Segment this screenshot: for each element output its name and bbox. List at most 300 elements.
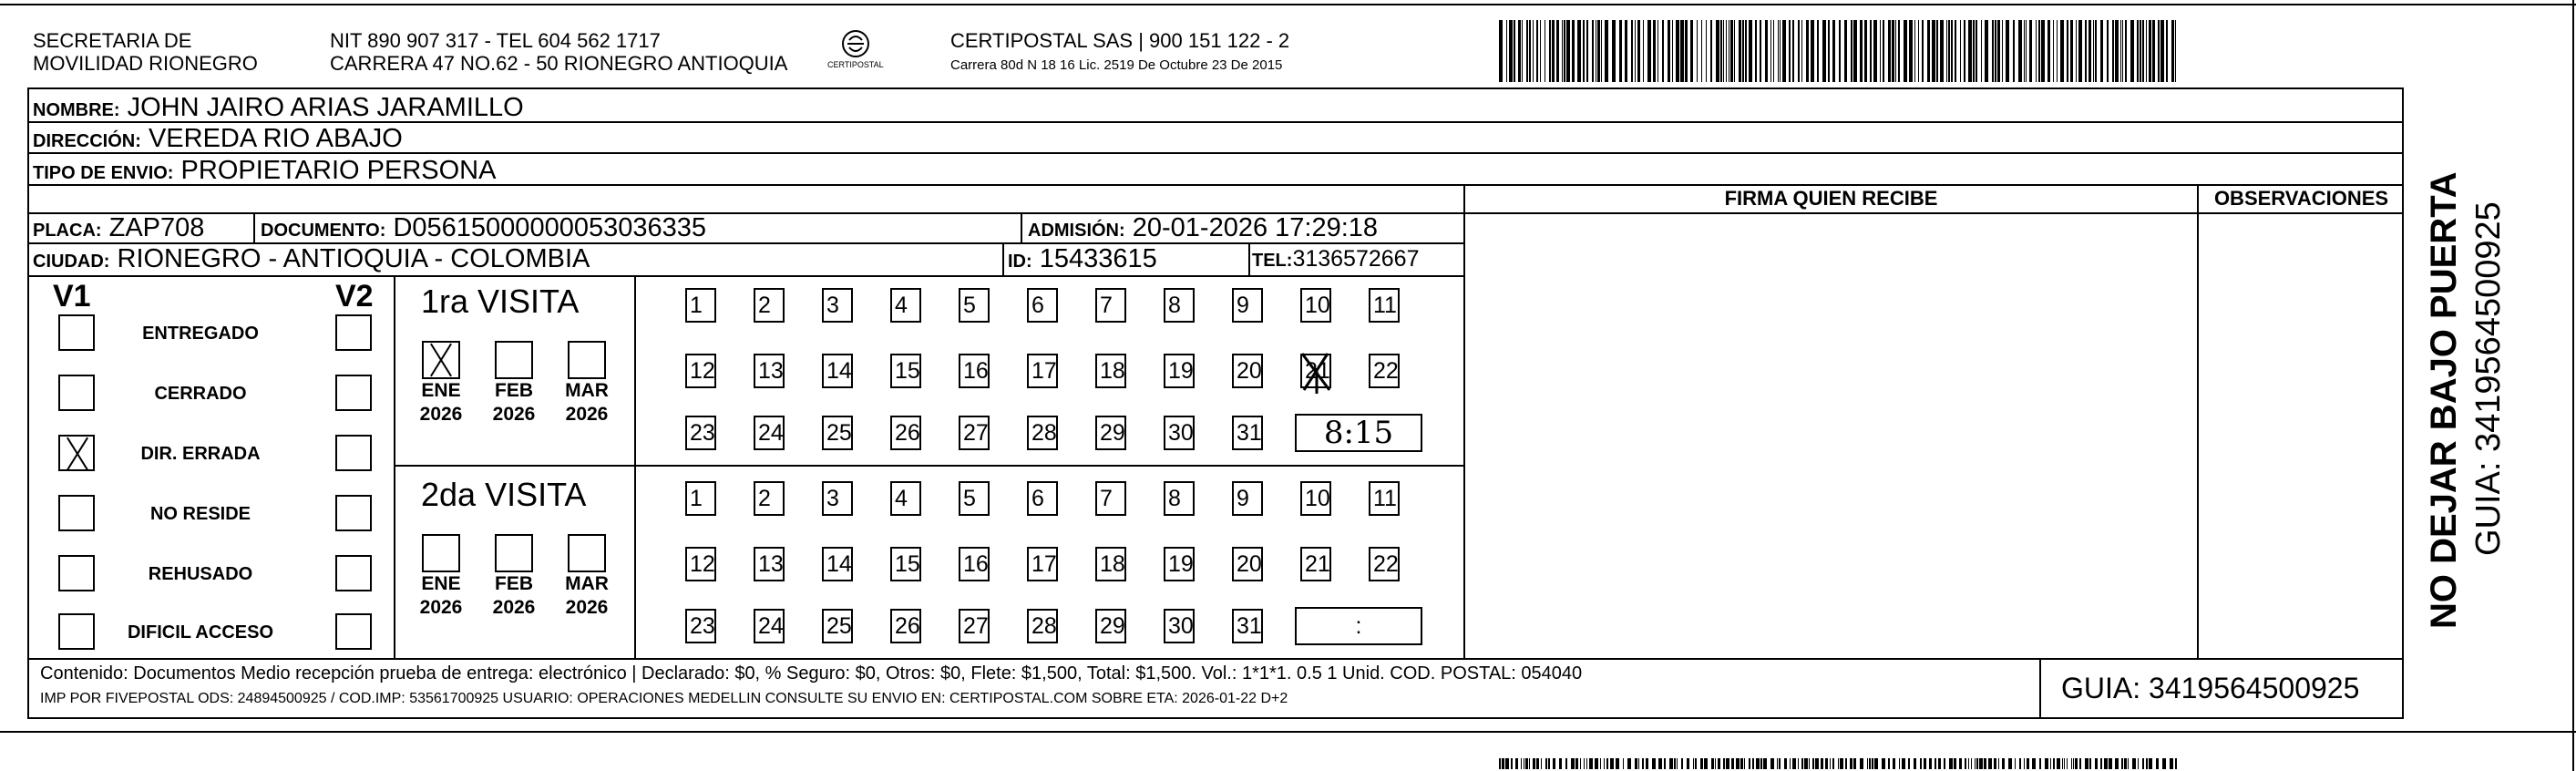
barcode-bar xyxy=(1760,758,1762,769)
courier-license: Carrera 80d N 18 16 Lic. 2519 De Octubre 23 De 2015 xyxy=(950,57,1283,73)
barcode-bar xyxy=(2171,20,2174,82)
barcode-bar xyxy=(1909,20,1913,82)
barcode-bar xyxy=(2015,758,2016,769)
barcode-bar xyxy=(1873,20,1877,82)
day-box[interactable]: 2 xyxy=(754,481,785,516)
barcode-bar xyxy=(1606,758,1608,769)
barcode-bar xyxy=(1888,20,1891,82)
day-box[interactable]: 15 xyxy=(890,354,921,388)
month-year: 2026 xyxy=(492,404,536,425)
barcode-bar xyxy=(2079,758,2081,769)
month-year: 2026 xyxy=(492,597,536,618)
day-box[interactable]: 9 xyxy=(1232,288,1263,323)
barcode-bar xyxy=(1533,20,1534,82)
day-box[interactable]: 17 xyxy=(1027,354,1058,388)
barcode-bar xyxy=(1677,758,1678,769)
barcode-bar xyxy=(2175,20,2176,82)
barcode-bar xyxy=(1625,20,1627,82)
day-box[interactable]: 15 xyxy=(890,547,921,581)
barcode-bar xyxy=(1888,758,1890,769)
month-checkbox[interactable] xyxy=(495,534,533,572)
barcode-bar xyxy=(1580,758,1581,769)
barcode-bar xyxy=(1780,20,1781,82)
day-box[interactable]: 14 xyxy=(822,354,853,388)
month-checkbox[interactable] xyxy=(568,341,606,379)
barcode-bar xyxy=(2032,758,2036,769)
barcode-bar xyxy=(2073,758,2074,769)
day-box[interactable]: 7 xyxy=(1095,288,1126,323)
barcode-bar xyxy=(1985,20,1988,82)
side-guia: GUIA: 3419564500925 xyxy=(2469,201,2508,556)
barcode-bar xyxy=(1715,758,1716,769)
day-box[interactable]: 5 xyxy=(959,481,990,516)
barcode-bar xyxy=(2089,20,2091,82)
month-year: 2026 xyxy=(419,404,463,425)
barcode-bar xyxy=(1812,758,1814,769)
status-label: ENTREGADO xyxy=(142,324,259,344)
v2-checkbox[interactable] xyxy=(335,495,372,531)
barcode-bar xyxy=(2018,20,2022,82)
barcode-bar xyxy=(1830,758,1831,769)
status-label: REHUSADO xyxy=(148,564,253,584)
imp-text: IMP POR FIVEPOSTAL ODS: 24894500925 / COD.IMP: 53561700925 USUARIO: OPERACIONES MEDELLIN CONSULTE SU ENVIO EN: CERTIPOSTAL.COM SOBRE ETA: 2026-01-22 D+2 xyxy=(40,691,1288,706)
month-checkbox[interactable] xyxy=(495,341,533,379)
day-box[interactable]: 4 xyxy=(890,288,921,323)
barcode-bar xyxy=(2002,20,2003,82)
barcode-bar xyxy=(1832,758,1834,769)
barcode-bar xyxy=(1920,758,1922,769)
barcode-bar xyxy=(2130,20,2134,82)
day-box[interactable]: 13 xyxy=(754,547,785,581)
barcode-bar xyxy=(1929,758,1932,769)
day-box[interactable]: 24 xyxy=(754,609,785,643)
month-name: FEB xyxy=(495,573,533,594)
day-box[interactable]: 12 xyxy=(685,547,716,581)
barcode-bar xyxy=(1646,758,1648,769)
barcode-bar xyxy=(2053,758,2055,769)
barcode-bar xyxy=(1685,20,1688,82)
barcode-bar xyxy=(2029,20,2032,82)
barcode-bar xyxy=(1895,20,1896,82)
month-label xyxy=(482,379,546,427)
barcode-bar xyxy=(1892,20,1894,82)
barcode-bar xyxy=(1499,758,1501,769)
barcode-bar xyxy=(2047,20,2050,82)
admision-label: ADMISIÓN: xyxy=(1028,221,1125,241)
barcode-bar xyxy=(1806,20,1809,82)
barcode-bar xyxy=(1951,20,1953,82)
v2-checkbox[interactable] xyxy=(335,314,372,351)
day-box[interactable]: 29 xyxy=(1095,416,1126,450)
day-box[interactable]: 26 xyxy=(890,416,921,450)
placa-row xyxy=(33,213,204,245)
barcode-bar xyxy=(1840,758,1843,769)
barcode-bar xyxy=(1749,20,1752,82)
day-box[interactable]: 25 xyxy=(822,416,853,450)
admision-row xyxy=(1028,213,1378,245)
barcode-bar xyxy=(1964,20,1965,82)
barcode-bar xyxy=(1756,758,1760,769)
day-box[interactable]: 18 xyxy=(1095,547,1126,581)
barcode-bar xyxy=(1726,20,1727,82)
barcode-bar xyxy=(1643,20,1644,82)
barcode-bar xyxy=(1744,758,1745,769)
day-box[interactable]: 11 xyxy=(1369,288,1400,323)
barcode-bar xyxy=(1631,20,1633,82)
barcode-bar xyxy=(1904,20,1907,82)
barcode-bar xyxy=(1935,758,1936,769)
barcode-bar xyxy=(1755,20,1757,82)
month-checkbox[interactable] xyxy=(422,534,460,572)
barcode-bar xyxy=(1995,20,1996,82)
day-box[interactable]: 19 xyxy=(1164,547,1195,581)
barcode-bar xyxy=(1946,20,1947,82)
barcode-bar xyxy=(1572,20,1575,82)
month-label xyxy=(555,379,619,427)
month-label xyxy=(482,572,546,620)
barcode-bar xyxy=(1981,20,1982,82)
day-box[interactable]: 8 xyxy=(1164,481,1195,516)
barcode-bar xyxy=(1604,758,1605,769)
barcode-bar xyxy=(1723,20,1724,82)
day-box[interactable]: 6 xyxy=(1027,288,1058,323)
barcode-bar xyxy=(1586,20,1588,82)
month-checkbox[interactable] xyxy=(568,534,606,572)
id-value: 15433615 xyxy=(1039,244,1157,273)
barcode-bar xyxy=(2067,758,2068,769)
contenido-text: Contenido: Documentos Medio recepción prueba de entrega: electrónico | Declarado: $0, % Seguro: $0, Otros: $0, Flete: $1,500, Total: $1,500. Vol.: 1*1*1. 0.5 1 Unid. COD. POSTAL: 054040 xyxy=(40,663,1583,684)
id-label: ID: xyxy=(1008,252,1032,272)
barcode-bar xyxy=(1844,20,1847,82)
month-label xyxy=(409,572,473,620)
day-box[interactable]: 2 xyxy=(754,288,785,323)
barcode-bar xyxy=(1902,758,1905,769)
barcode-bar xyxy=(1693,758,1694,769)
day-box[interactable]: 10 xyxy=(1300,288,1331,323)
barcode-bar xyxy=(2067,20,2068,82)
v2-checkbox[interactable] xyxy=(335,435,372,471)
barcode-bar xyxy=(1825,758,1828,769)
day-box[interactable]: 28 xyxy=(1027,416,1058,450)
ciudad-label: CIUDAD: xyxy=(33,252,110,272)
visit-title: 1ra VISITA xyxy=(421,283,580,320)
barcode-bar xyxy=(1777,758,1778,769)
barcode-bar xyxy=(1664,758,1666,769)
barcode-bar xyxy=(2038,20,2040,82)
barcode-bar xyxy=(1548,758,1550,769)
month-checkbox[interactable] xyxy=(422,341,460,379)
barcode-bar xyxy=(1526,20,1528,82)
barcode-bar xyxy=(2158,20,2160,82)
barcode-bar xyxy=(2024,758,2025,769)
barcode-bar xyxy=(2064,758,2065,769)
barcode-bar xyxy=(1726,758,1729,769)
barcode-bar xyxy=(2121,758,2123,769)
day-box[interactable]: 28 xyxy=(1027,609,1058,643)
day-box[interactable]: 5 xyxy=(959,288,990,323)
barcode-bar xyxy=(1792,758,1796,769)
barcode-bar xyxy=(1853,20,1857,82)
barcode-bar xyxy=(2039,758,2041,769)
barcode-bar xyxy=(2019,758,2021,769)
barcode-bar xyxy=(1845,758,1847,769)
day-box[interactable]: 9 xyxy=(1232,481,1263,516)
barcode-bar xyxy=(1653,20,1656,82)
visit-time-box[interactable]: 8:15 xyxy=(1295,414,1422,452)
day-box[interactable]: 22 xyxy=(1369,354,1400,388)
barcode-bar xyxy=(1851,20,1852,82)
barcode-bar xyxy=(1864,20,1867,82)
firma-label: FIRMA QUIEN RECIBE xyxy=(1724,187,1938,210)
barcode-bar xyxy=(1960,20,1961,82)
barcode-bar xyxy=(1971,758,1972,769)
day-box[interactable]: 16 xyxy=(959,354,990,388)
tel-row xyxy=(1252,244,1419,275)
barcode-bar xyxy=(1765,20,1768,82)
barcode-bar xyxy=(1616,758,1619,769)
day-box[interactable]: 11 xyxy=(1369,481,1400,516)
day-box[interactable]: 7 xyxy=(1095,481,1126,516)
tel-label: TEL: xyxy=(1252,251,1293,271)
day-box[interactable]: 29 xyxy=(1095,609,1126,643)
day-box[interactable]: 6 xyxy=(1027,481,1058,516)
direccion-value: VEREDA RIO ABAJO xyxy=(148,124,403,153)
day-box[interactable]: 3 xyxy=(822,288,853,323)
barcode-bar xyxy=(1638,758,1639,769)
visit-time-box[interactable]: : xyxy=(1295,607,1422,645)
day-box[interactable]: 30 xyxy=(1164,609,1195,643)
barcode-bar xyxy=(1914,20,1915,82)
barcode-bar xyxy=(1760,20,1761,82)
barcode-bar xyxy=(1815,758,1819,769)
barcode-bar xyxy=(1700,758,1703,769)
month-year: 2026 xyxy=(419,597,463,618)
barcode-bar xyxy=(1605,20,1608,82)
day-box[interactable]: 30 xyxy=(1164,416,1195,450)
day-box[interactable]: 27 xyxy=(959,416,990,450)
v1-checkbox[interactable] xyxy=(58,495,95,531)
barcode-bar xyxy=(2104,758,2108,769)
barcode-bar xyxy=(1882,758,1885,769)
v1-checkbox[interactable] xyxy=(58,613,95,650)
barcode-bar xyxy=(2075,758,2078,769)
day-box[interactable]: 14 xyxy=(822,547,853,581)
barcode-bar xyxy=(1965,758,1966,769)
barcode-bar xyxy=(1586,758,1587,769)
barcode-bar xyxy=(1850,758,1852,769)
barcode-bar xyxy=(1872,758,1873,769)
barcode-bar xyxy=(1540,20,1541,82)
barcode-bar xyxy=(1730,20,1733,82)
barcode-bar xyxy=(1529,758,1530,769)
day-box[interactable]: 8 xyxy=(1164,288,1195,323)
barcode-bar xyxy=(1731,758,1734,769)
day-box[interactable]: 26 xyxy=(890,609,921,643)
barcode-bar xyxy=(1979,758,1983,769)
status-label: NO RESIDE xyxy=(149,504,251,524)
day-box[interactable]: 21 xyxy=(1300,547,1331,581)
barcode-bar xyxy=(1676,20,1679,82)
barcode-bar xyxy=(1600,758,1601,769)
barcode-bar xyxy=(2149,20,2151,82)
barcode-bar xyxy=(1749,758,1750,769)
barcode-bar xyxy=(1739,20,1741,82)
barcode-bar xyxy=(1668,20,1670,82)
barcode-bar xyxy=(1853,758,1856,769)
day-box[interactable]: 20 xyxy=(1232,547,1263,581)
day-box[interactable]: 19 xyxy=(1164,354,1195,388)
barcode-bar xyxy=(1832,20,1835,82)
barcode-bar xyxy=(2142,758,2144,769)
barcode-bar xyxy=(1690,20,1693,82)
barcode-bar xyxy=(1922,20,1924,82)
barcode-bar xyxy=(1869,758,1871,769)
day-box[interactable]: 13 xyxy=(754,354,785,388)
v2-checkbox[interactable] xyxy=(335,613,372,650)
day-box[interactable]: 20 xyxy=(1232,354,1263,388)
day-box[interactable]: 22 xyxy=(1369,547,1400,581)
v1-checkbox[interactable] xyxy=(58,314,95,351)
day-box[interactable]: 17 xyxy=(1027,547,1058,581)
barcode-bar xyxy=(1595,758,1598,769)
barcode-bar xyxy=(2008,758,2012,769)
barcode-bar xyxy=(1817,20,1819,82)
barcode-bar xyxy=(1822,20,1826,82)
v1-checkbox[interactable] xyxy=(58,375,95,411)
barcode-bar xyxy=(2100,20,2103,82)
barcode-bar xyxy=(2024,20,2025,82)
barcode-bar xyxy=(2162,758,2166,769)
day-box[interactable]: 21 xyxy=(1300,354,1331,388)
month-name: ENE xyxy=(421,573,461,594)
barcode-bar xyxy=(1652,758,1656,769)
barcode-bar xyxy=(2142,20,2144,82)
day-box[interactable]: 12 xyxy=(685,354,716,388)
barcode-bar xyxy=(2036,20,2037,82)
barcode-bar xyxy=(1564,20,1565,82)
barcode xyxy=(1499,20,2178,82)
barcode-bar xyxy=(1883,20,1884,82)
day-box[interactable]: 4 xyxy=(890,481,921,516)
barcode-bar xyxy=(2122,20,2123,82)
barcode-bar xyxy=(1976,758,1978,769)
barcode-bar xyxy=(1809,758,1810,769)
day-cross-mark xyxy=(1298,350,1335,396)
barcode-bar xyxy=(1577,20,1581,82)
barcode-bar xyxy=(1637,20,1640,82)
barcode-bar xyxy=(1674,758,1676,769)
barcode-bar xyxy=(1556,20,1559,82)
day-box[interactable]: 24 xyxy=(754,416,785,450)
barcode-bar xyxy=(2125,20,2127,82)
day-box[interactable]: 16 xyxy=(959,547,990,581)
barcode-bar xyxy=(2112,20,2114,82)
barcode-bar xyxy=(2093,20,2094,82)
month-label xyxy=(555,572,619,620)
barcode-bar xyxy=(1811,20,1814,82)
courier-name: CERTIPOSTAL SAS | 900 151 122 - 2 xyxy=(950,29,1290,52)
barcode-bar xyxy=(1801,20,1802,82)
barcode-bar xyxy=(1874,758,1878,769)
day-box[interactable]: 23 xyxy=(685,609,716,643)
direccion-label: DIRECCIÓN: xyxy=(33,131,141,151)
barcode-bar xyxy=(1955,20,1956,82)
day-box[interactable]: 27 xyxy=(959,609,990,643)
day-box[interactable]: 25 xyxy=(822,609,853,643)
documento-row xyxy=(261,213,706,245)
barcode-bar xyxy=(1669,758,1673,769)
day-box[interactable]: 31 xyxy=(1232,609,1263,643)
barcode-bar xyxy=(1514,20,1515,82)
barcode-bar xyxy=(1839,20,1841,82)
barcode-bar xyxy=(1559,758,1562,769)
barcode-bar xyxy=(1790,758,1791,769)
barcode-bar xyxy=(1597,20,1600,82)
v2-checkbox[interactable] xyxy=(335,375,372,411)
barcode-bar xyxy=(1571,758,1575,769)
barcode-bar xyxy=(2027,758,2029,769)
barcode-bar xyxy=(2138,758,2139,769)
barcode-bar xyxy=(2070,20,2073,82)
barcode-bar xyxy=(1623,758,1624,769)
barcode-bar xyxy=(1927,20,1930,82)
barcode-bar xyxy=(1681,758,1683,769)
placa-value: ZAP708 xyxy=(108,213,205,242)
status-label: DIR. ERRADA xyxy=(140,444,261,464)
barcode-bar xyxy=(2089,758,2091,769)
day-box[interactable]: 31 xyxy=(1232,416,1263,450)
day-box[interactable]: 1 xyxy=(685,481,716,516)
month-year: 2026 xyxy=(565,597,609,618)
barcode-bar xyxy=(2107,20,2109,82)
day-box[interactable]: 10 xyxy=(1300,481,1331,516)
v1-checkbox[interactable] xyxy=(58,555,95,591)
barcode-bar xyxy=(1860,758,1863,769)
day-box[interactable]: 18 xyxy=(1095,354,1126,388)
day-box[interactable]: 3 xyxy=(822,481,853,516)
barcode-bar xyxy=(1553,758,1555,769)
barcode-bar xyxy=(1893,758,1895,769)
barcode-bar xyxy=(1763,758,1767,769)
barcode-bar xyxy=(1782,20,1786,82)
barcode-bar xyxy=(2095,758,2098,769)
ciudad-value: RIONEGRO - ANTIOQUIA - COLOMBIA xyxy=(117,244,590,273)
direccion-row xyxy=(33,124,403,156)
no-dejar-bajo-puerta: NO DEJAR BAJO PUERTA xyxy=(2424,171,2464,629)
barcode-bar xyxy=(1575,758,1578,769)
barcode-bar xyxy=(2050,758,2051,769)
barcode-bar xyxy=(2053,20,2054,82)
v1-checkbox[interactable] xyxy=(58,435,95,471)
status-label: CERRADO xyxy=(154,384,247,404)
sender-name: SECRETARIA DE MOVILIDAD RIONEGRO xyxy=(33,29,258,75)
barcode-bar xyxy=(1562,20,1563,82)
barcode-bar xyxy=(2071,758,2072,769)
barcode-bar xyxy=(1716,20,1719,82)
barcode-bar xyxy=(1742,20,1744,82)
barcode-bar xyxy=(2041,20,2045,82)
day-box[interactable]: 23 xyxy=(685,416,716,450)
barcode-bar xyxy=(1914,758,1916,769)
barcode-bar xyxy=(2109,758,2112,769)
v2-checkbox[interactable] xyxy=(335,555,372,591)
barcode-bar xyxy=(2124,758,2127,769)
barcode-bar xyxy=(1627,758,1631,769)
barcode-bar xyxy=(1635,758,1637,769)
barcode-bar xyxy=(1499,20,1503,82)
barcode-bar xyxy=(2013,20,2015,82)
day-box[interactable]: 1 xyxy=(685,288,716,323)
